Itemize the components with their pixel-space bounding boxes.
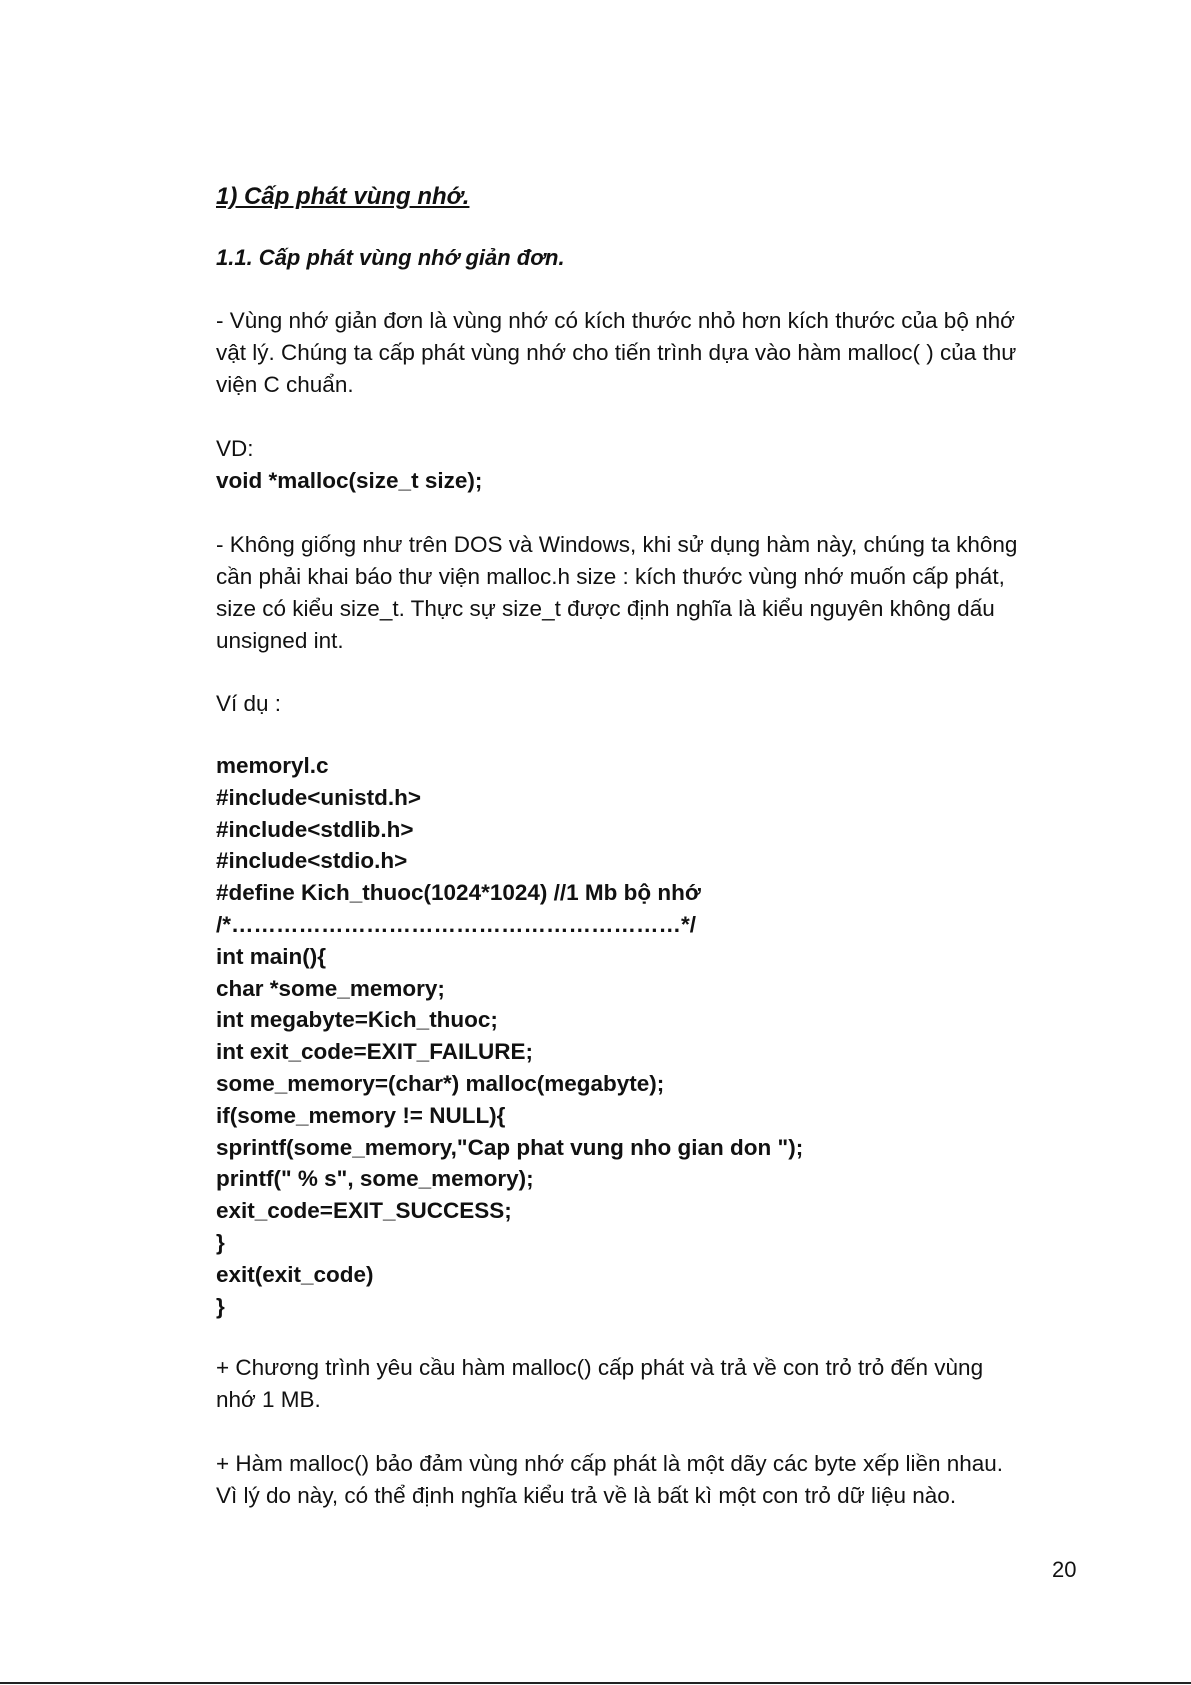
text-line: viện C chuẩn. [216, 372, 354, 397]
code-line: exit(exit_code) [216, 1261, 374, 1287]
text-line: size có kiểu size_t. Thực sự size_t được định nghĩa là kiểu nguyên không dấu [216, 596, 995, 621]
malloc-signature: void *malloc(size_t size); [216, 468, 483, 493]
code-line: #define Kich_thuoc(1024*1024) //1 Mb bộ nhớ [216, 880, 701, 906]
code-line: /*……………………………………………………*/ [216, 911, 697, 937]
text-line: nhớ 1 MB. [216, 1387, 321, 1412]
paragraph-malloc-contiguous [216, 1448, 1096, 1512]
text-line: Vì lý do này, có thể định nghĩa kiểu trả về là bất kì một con trỏ dữ liệu nào. [216, 1483, 957, 1508]
code-line: if(some_memory != NULL){ [216, 1102, 506, 1128]
text-line: + Chương trình yêu cầu hàm malloc() cấp phát và trả về con trỏ trỏ đến vùng [216, 1355, 984, 1380]
code-line: char *some_memory; [216, 975, 445, 1001]
code-line: sprintf(some_memory,"Cap phat vung nho gian don "); [216, 1134, 804, 1160]
code-line: memoryl.c [216, 753, 329, 778]
subsection-heading: 1.1. Cấp phát vùng nhớ giản đơn. [216, 245, 565, 270]
code-line: #include<stdio.h> [216, 848, 408, 874]
code-line: exit_code=EXIT_SUCCESS; [216, 1198, 512, 1224]
code-line: printf(" % s", some_memory); [216, 1166, 534, 1192]
code-line: int main(){ [216, 943, 326, 969]
example-signature [216, 433, 1096, 497]
text-line: cần phải khai báo thư viện malloc.h size : kích thước vùng nhớ muốn cấp phát, [216, 564, 1005, 589]
paragraph-malloc-request [216, 1352, 1096, 1416]
code-listing [216, 750, 803, 1322]
paragraph-intro [216, 305, 1096, 401]
text-line: unsigned int. [216, 628, 344, 653]
code-line: int exit_code=EXIT_FAILURE; [216, 1039, 533, 1065]
code-line: int megabyte=Kich_thuoc; [216, 1007, 498, 1033]
section-heading: 1) Cấp phát vùng nhớ. [216, 183, 470, 210]
vd-label: VD: [216, 436, 254, 461]
text-line: vật lý. Chúng ta cấp phát vùng nhớ cho tiến trình dựa vào hàm malloc( ) của thư [216, 340, 1017, 365]
code-line: #include<unistd.h> [216, 784, 422, 810]
page-bottom-border [0, 1682, 1191, 1684]
code-line: } [216, 1229, 225, 1255]
text-line: - Vùng nhớ giản đơn là vùng nhớ có kích thước nhỏ hơn kích thước của bộ nhớ [216, 308, 1015, 333]
code-line: some_memory=(char*) malloc(megabyte); [216, 1070, 665, 1096]
text-line: - Không giống như trên DOS và Windows, khi sử dụng hàm này, chúng ta không [216, 532, 1018, 557]
code-line: #include<stdlib.h> [216, 816, 414, 842]
paragraph-size-t [216, 529, 1096, 657]
code-line: } [216, 1293, 225, 1319]
text-line: + Hàm malloc() bảo đảm vùng nhớ cấp phát là một dãy các byte xếp liền nhau. [216, 1451, 1004, 1476]
page-number: 20 [1052, 1557, 1077, 1582]
example-label: Ví dụ : [216, 691, 282, 716]
